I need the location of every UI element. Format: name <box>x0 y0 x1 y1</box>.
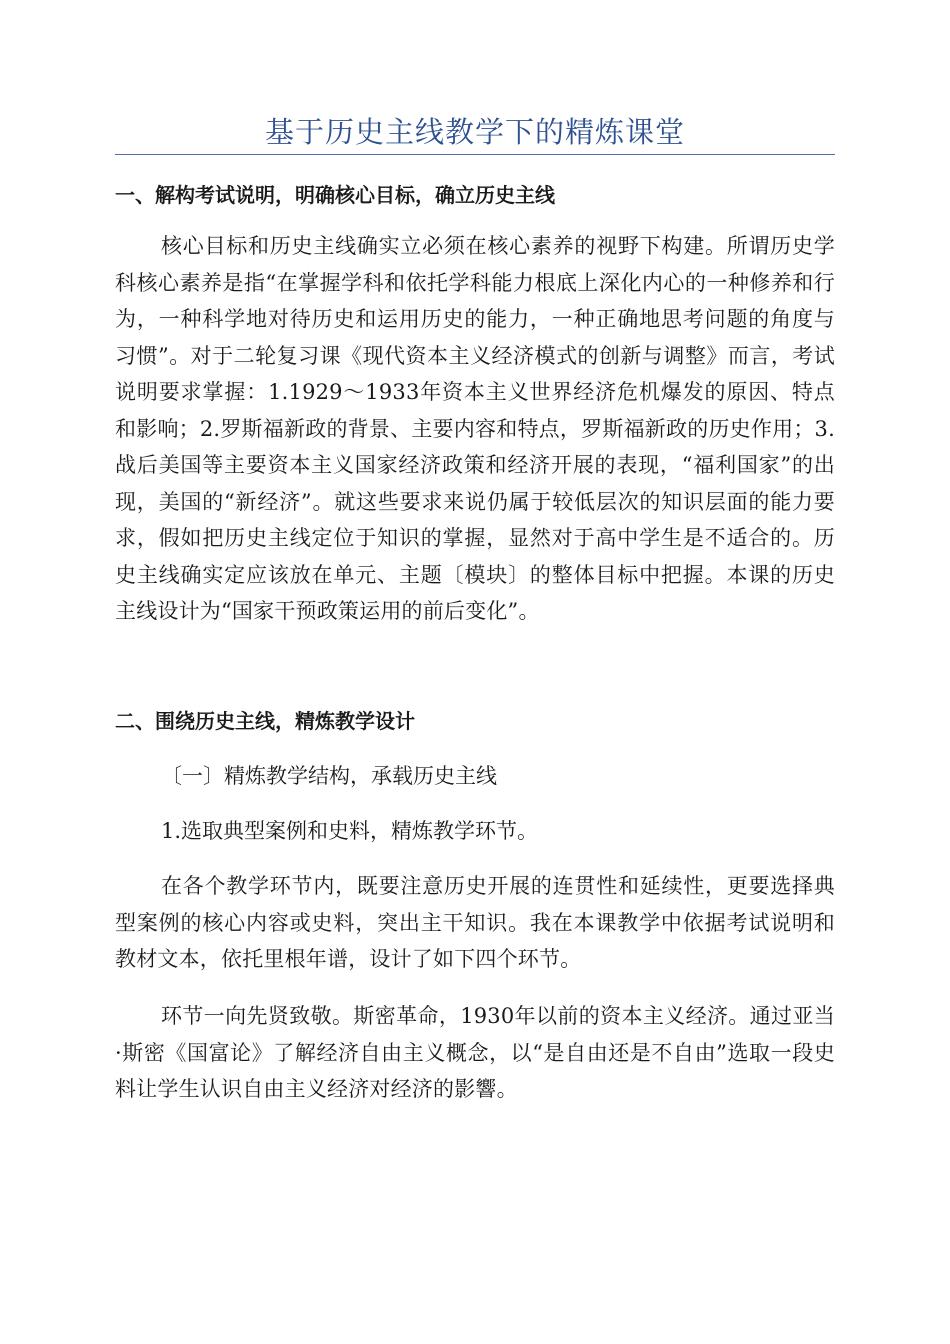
document-title: 基于历史主线教学下的精炼课堂 <box>264 115 685 149</box>
section2-paragraph2: 环节一向先贤致敬。斯密革命，1930年以前的资本主义经济。通过亚当·斯密《国富论》了解经济自由主义概念，以“是自由还是不自由”选取一段史料让学生认识自由主义经济对经济的影響。 <box>115 1004 835 1101</box>
section1-heading: 一、解构考试说明，明确核心目标，确立历史主线 <box>115 183 555 207</box>
section2-item1: 1.选取典型案例和史料，精炼教学环节。 <box>161 819 539 843</box>
section2-subheading: 〔一〕精炼教学结构，承载历史主线 <box>161 764 497 788</box>
section2-heading: 二、围绕历史主线，精炼教学设计 <box>115 709 415 733</box>
title-underline <box>115 154 835 155</box>
section2-paragraph1: 在各个教学环节内，既要注意历史开展的连贯性和延续性，更要选择典型案例的核心内容或史料，突出主干知识。我在本课教学中依据考试说明和教材文本，依托里根年谱，设计了如下四个环节。 <box>115 874 835 971</box>
section1-paragraph: 核心目标和历史主线确实立必须在核心素养的视野下构建。所谓历史学科核心素养是指“在掌握学科和依托学科能力根底上深化内心的一种修养和行为，一种科学地对待历史和运用历史的能力，一种正确地思考问题的角度与习惯”。对于二轮复习课《现代资本主义经济模式的创新与调整》而言，考试说明要求掌握：1.1929～1933年资本主义世界经济危机爆发的原因、特点和影响；2.罗斯福新政的背景、主要内容和特点，罗斯福新政的历史作用；3.战后美国等主要资本主义国家经济政策和经济开展的表现，“福利国家”的出现，美国的“新经济”。就这些要求来说仍属于较低层次的知识层面的能力要求，假如把历史主线定位于知识的掌握，显然对于高中学生是不适合的。历史主线确实定应该放在单元、主题〔模块〕的整体目标中把握。本课的历史主线设计为“国家干预政策运用的前后变化”。 <box>115 234 835 623</box>
